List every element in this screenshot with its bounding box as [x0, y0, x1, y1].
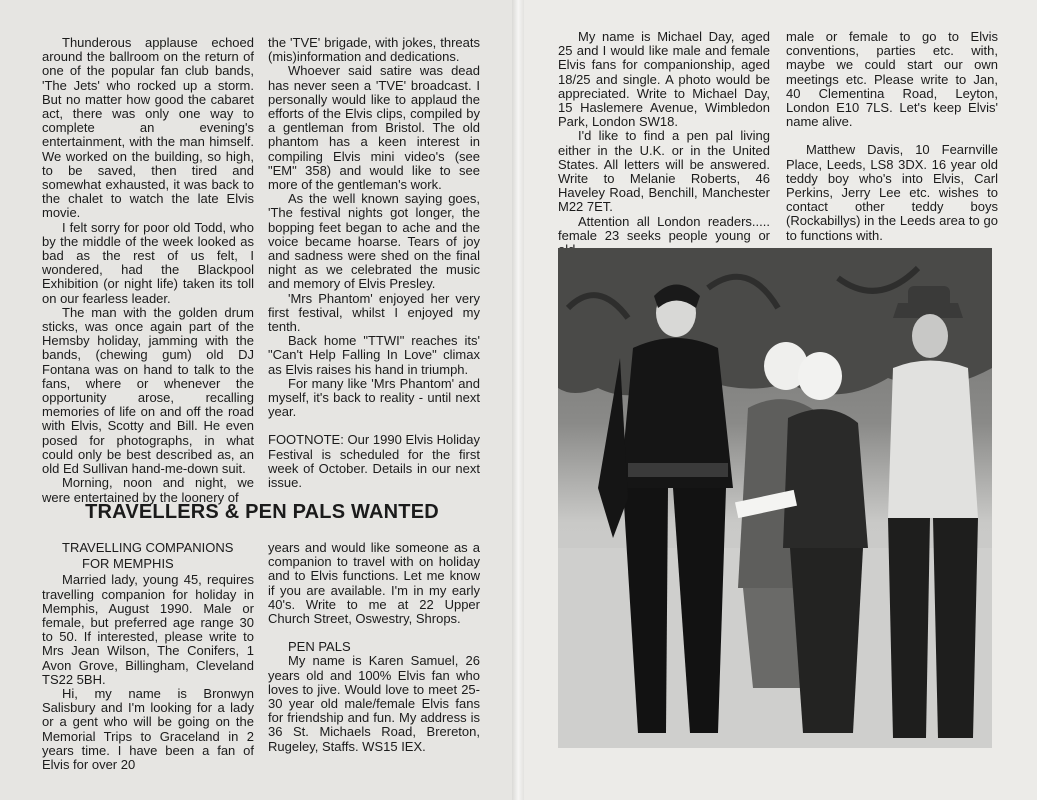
travel-column-2	[268, 541, 480, 754]
ad-paragraph: Attention all London readers..... female 23 seeks people young or	[558, 213, 770, 243]
ad-paragraph: Hi, my name is Bronwyn Salisbury and I'm looking for a lady or a gent who will be going on the Memorial Trips to Graceland in 2 years time. I have been a fan of Elvis for over 20	[42, 686, 254, 773]
article-paragraph: Thunderous applause echoed around the ballroom on the return of one of the popular fan club bands, 'The Jets' who rocked up a storm. But no matter how good the cabaret act, there was only one way to complete an evening's entertainment, with the man himself. We worked on the building, so high, to be saved, then tired and somewhat exhausted, it was back to the chalet to watch the late Elvis movie.	[42, 35, 254, 221]
article-paragraph: The man with the golden drum sticks, was once again part of the Hemsby holiday, jamming with the bands, (chewing gum) old DJ Fontana was on hand to talk to the fans, where or whenever the opportunity arose, recalling memories of life on and off the road with Elvis, Scotty and Bill. He even posed for photographs, in what could only be best described as, an old Ed Sullivan hand-me-down suit.	[42, 304, 254, 477]
page-spine	[512, 0, 524, 800]
photo-illustration	[558, 248, 992, 748]
article-paragraph: Morning, noon and night, we were entertained by the loonery of	[42, 475, 254, 505]
article-paragraph: Whoever said satire was dead has never seen a 'TVE' broadcast. I personally would like to applaud the efforts of the Elvis clips, compiled by a gentleman from Bristol. The old phantom has a keen interest in compiling Elvis mini video's (see "EM" 358) and would like to see more of the gentleman's work.	[268, 63, 480, 193]
article-column-2	[268, 36, 480, 490]
ad-paragraph: My name is Michael Day, aged 25 and I would like male and female Elvis fans for companionship, aged 18/25 and single. A photo would be appreciated. Write to Michael Day, 15 Haslemere Avenue, Wimbledon Park, London SW18.	[558, 29, 770, 130]
travelling-companions-heading: TRAVELLING COMPANIONS	[62, 540, 234, 555]
ad-paragraph: years and would like someone as a companion to travel with on holiday and to Elvis functions. Let me know if you are available. I'm in my early 40's. Write to me at 22 Upper Church Street, Oswestry, Shrops.	[268, 540, 480, 627]
penpal-column-2	[786, 30, 998, 243]
article-paragraph: the 'TVE' brigade, with jokes, threats (mis)information and dedications.	[268, 35, 480, 65]
left-page	[0, 0, 518, 800]
ad-paragraph: Matthew Davis, 10 Fearnville Place, Leeds, LS8 3DX. 16 year old teddy boy who's into Elvis, Carl Perkins, Jerry Lee etc. wishes to contact other teddy boys (Rockabillys) in the Leeds area to go to functions with.	[786, 142, 998, 243]
article-column-1	[42, 36, 254, 505]
footnote: FOOTNOTE: Our 1990 Elvis Holiday Festival is scheduled for the first week of October. Details in our next issue.	[268, 432, 480, 491]
photograph	[558, 248, 992, 748]
article-paragraph: For many like 'Mrs Phantom' and myself, it's back to reality - until next year.	[268, 375, 480, 420]
ad-paragraph: Married lady, young 45, requires travelling companion for holiday in Memphis, August 1990. Male or female, but preferred age range 30 to 50. If interested, please write to Mrs Jean Wilson, The Conifers, 1 Avon Grove, Billingham, Cleveland TS22 5BH.	[42, 572, 254, 687]
article-paragraph: I felt sorry for poor old Todd, who by the middle of the week looked as bad as the rest of us felt, I wondered, had the Blackpool Exhibition (or night life) taken its toll on our fearless leader.	[42, 219, 254, 306]
section-heading: TRAVELLERS & PEN PALS WANTED	[85, 501, 439, 523]
article-paragraph: Back home "TTWI" reaches its' "Can't Help Falling In Love" climax as Elvis raises his hand in triumph.	[268, 333, 480, 377]
article-paragraph: As the well known saying goes, 'The festival nights got longer, the bopping feet began to ache and the voice became hoarse. Tears of joy and sadness were shed on the final night as we celebrated the music and memory of Elvis Presley.	[268, 191, 480, 292]
pen-pals-heading: PEN PALS	[288, 639, 351, 655]
for-memphis-subheading: FOR MEMPHIS	[82, 556, 174, 572]
article-paragraph: 'Mrs Phantom' enjoyed her very first festival, whilst I enjoyed my tenth.	[268, 290, 480, 335]
penpal-column-1	[558, 30, 770, 257]
ad-paragraph: My name is Karen Samuel, 26 years old and 100% Elvis fan who loves to jive. Would love to meet 25-30 year old male/female Elvis fans for friendship and fun. My address is 36 St. Michaels Road, Brereton, Rugeley, Staffs. WS15 IEX.	[268, 653, 480, 754]
travel-column-1	[42, 541, 254, 772]
ad-paragraph: I'd like to find a pen pal living either in the U.K. or in the United States. All letters will be answered. Write to Melanie Roberts, 46 Haveley Road, Benchill, Manchester M22 7ET.	[558, 128, 770, 215]
ad-paragraph: male or female to go to Elvis conventions, parties etc. with, maybe we could start our own meetings etc. Please write to Jan, 40 Clementina Road, Leyton, London E10 7LS. Let's keep Elvis' name alive.	[786, 29, 998, 130]
